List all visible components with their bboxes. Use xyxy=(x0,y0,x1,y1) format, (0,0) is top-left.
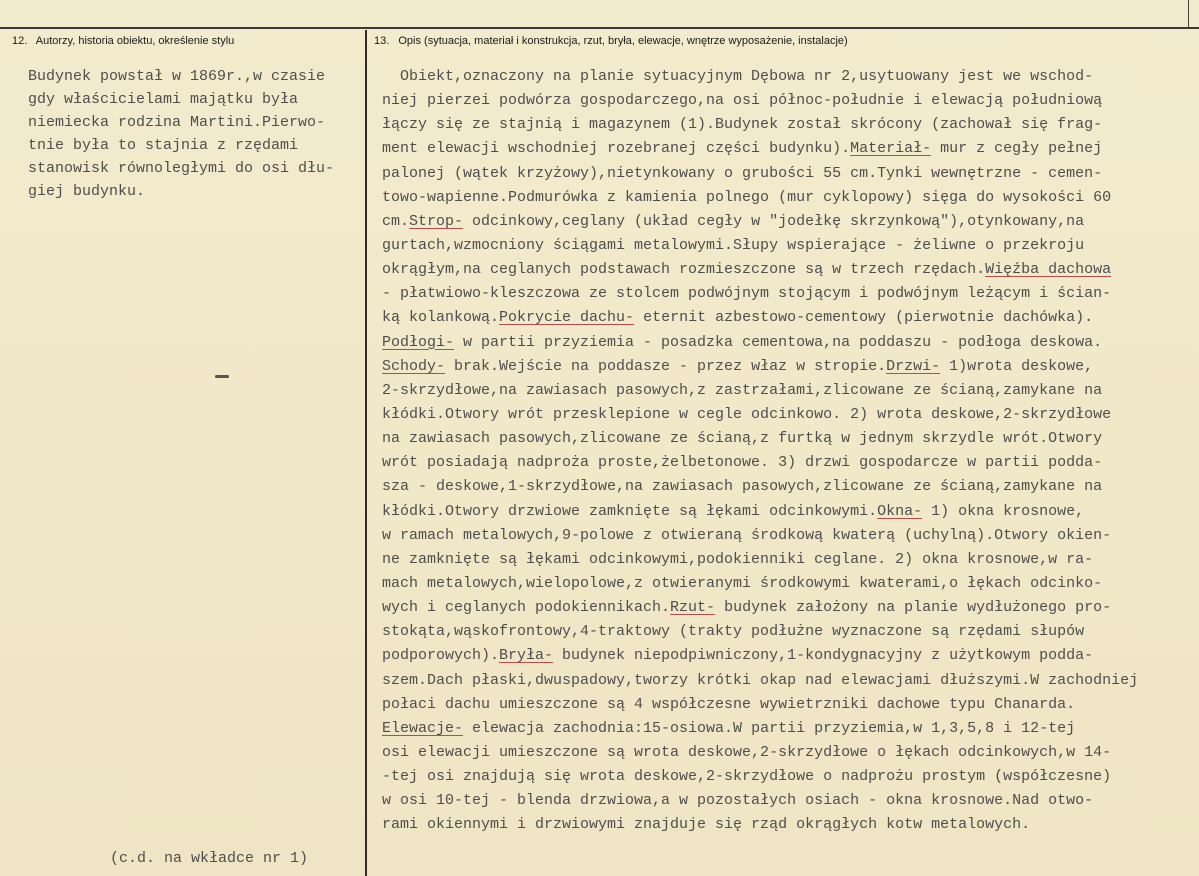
description-line xyxy=(382,669,1138,693)
description-line xyxy=(382,475,1138,499)
description-segment: -tej osi znajdują się wrota deskowe,2-skrzydłowe o nadprożu prostym (współczesne) xyxy=(382,768,1112,786)
description-segment: mur z cegły pełnej xyxy=(931,140,1103,158)
description-line xyxy=(382,572,1138,596)
description-segment: 2-skrzydłowe,na zawiasach pasowych,z zastrzałami,zlicowane ze ścianą,zamykane na xyxy=(382,381,1103,399)
description-line xyxy=(382,258,1138,282)
description-line xyxy=(382,500,1138,524)
description-line xyxy=(382,89,1138,113)
history-line: gdy właścicielami majątku była xyxy=(28,91,299,108)
description-line xyxy=(382,717,1138,741)
description-segment: wych i ceglanych podokiennikach. xyxy=(382,599,671,617)
description-segment: ment elewacji wschodniej rozebranej części budynku). xyxy=(382,140,851,158)
description-segment: osi elewacji umieszczone są wrota deskowe,2-skrzydłowe o łękach odcinkowych,w 14- xyxy=(382,743,1112,761)
section-heading: Schody- xyxy=(382,357,446,375)
continuation-note: (c.d. na wkładce nr 1) xyxy=(110,850,309,867)
description-line xyxy=(382,596,1138,620)
top-right-rule xyxy=(1188,0,1189,29)
description-line xyxy=(382,789,1138,813)
section-heading: Rzut- xyxy=(670,599,716,617)
description-segment: budynek założony na planie wydłużonego pro- xyxy=(715,599,1112,617)
history-line: niemiecka rodzina Martini.Pierwo- xyxy=(28,114,326,131)
section-heading: Podłogi- xyxy=(382,333,455,351)
description-segment: towo-wapienne.Podmurówka z kamienia polnego (mur cyklopowy) sięga do wysokości 60 xyxy=(382,188,1112,206)
description-segment: odcinkowy,ceglany (układ cegły w "jodełkę skrzynkową"),otynkowany,na xyxy=(463,212,1085,230)
description-segment: okrągłym,na ceglanych podstawach rozmieszczone są w trzech rzędach. xyxy=(382,261,986,279)
description-segment: palonej (wątek krzyżowy),nietynkowany o grubości 55 cm.Tynki wewnętrzne - cemen- xyxy=(382,164,1103,182)
section-13-title: Opis (sytuacja, materiał i konstrukcja, rzut, bryła, elewacje, wnętrze wyposażenie, instalacje) xyxy=(398,35,848,47)
description-segment: w osi 10-tej - blenda drzwiowa,a w pozostałych osiach - okna krosnowe.Nad otwo- xyxy=(382,792,1094,810)
description-line xyxy=(382,210,1138,234)
description-line xyxy=(382,524,1138,548)
section-heading: Bryła- xyxy=(499,647,554,665)
description-line xyxy=(382,113,1138,137)
description-segment: 1) okna krosnowe, xyxy=(922,502,1085,520)
description-line xyxy=(382,379,1138,403)
section-heading: Okna- xyxy=(877,502,923,520)
description-line xyxy=(382,355,1138,379)
description-segment: na zawiasach pasowych,zlicowane ze ścianą,z furtką w jednym skrzydle wrót.Otwory xyxy=(382,430,1103,448)
description-line xyxy=(382,644,1138,668)
description-line xyxy=(382,427,1138,451)
description-segment: kłódki.Otwory wrót przesklepione w cegle odcinkowo. 2) wrota deskowe,2-skrzydłowe xyxy=(382,405,1112,423)
description-line xyxy=(382,620,1138,644)
history-line: tnie była to stajnia z rzędami xyxy=(28,137,299,154)
section-12-number: 12. xyxy=(12,35,28,47)
description-segment: gurtach,wzmocniony ściągami metalowymi.Słupy wspierające - żeliwne o przekroju xyxy=(382,236,1085,254)
section-13-header xyxy=(374,35,848,47)
history-text xyxy=(28,65,334,203)
description-line xyxy=(382,451,1138,475)
description-segment: 1)wrota deskowe, xyxy=(940,357,1094,375)
description-segment: ką kolankową. xyxy=(382,309,500,327)
description-segment: eternit azbestowo-cementowy (pierwotnie dachówka). xyxy=(634,309,1094,327)
description-segment: Obiekt,oznaczony na planie sytuacyjnym Dębowa nr 2,usytuowany jest we wschod- xyxy=(382,68,1094,85)
description-segment: kłódki.Otwory drzwiowe zamknięte są łękami odcinkowymi. xyxy=(382,502,878,520)
description-segment: cm. xyxy=(382,212,410,230)
description-segment: ne zamknięte są łękami odcinkowymi,podokienniki ceglane. 2) okna krosnowe,w ra- xyxy=(382,550,1094,568)
column-divider xyxy=(365,30,367,876)
section-heading: Pokrycie dachu- xyxy=(499,309,635,327)
description-line xyxy=(382,765,1138,789)
section-heading: Więźba dachowa xyxy=(985,261,1112,279)
section-12-header xyxy=(12,35,234,47)
section-heading: Strop- xyxy=(409,212,464,230)
section-12-title: Autorzy, historia obiektu, określenie stylu xyxy=(35,35,235,47)
description-line xyxy=(382,548,1138,572)
section-13-number: 13. xyxy=(374,35,390,47)
description-segment: elewacja zachodnia:15-osiowa.W partii przyziemia,w 1,3,5,8 i 12-tej xyxy=(463,719,1076,737)
section-heading: Drzwi- xyxy=(886,357,941,375)
description-segment: łączy się ze stajnią i magazynem (1).Budynek został skrócony (zachował się frag- xyxy=(382,116,1103,134)
description-line xyxy=(382,693,1138,717)
description-line xyxy=(382,162,1138,186)
description-segment: - płatwiowo-kleszczowa ze stolcem podwójnym stojącym i podwójnym leżącym i ścian- xyxy=(382,285,1112,303)
description-text xyxy=(382,65,1138,838)
description-segment: stokąta,wąskofrontowy,4-traktowy (trakty podłużne wyznaczone są rzędami słupów xyxy=(382,623,1085,641)
description-segment: sza - deskowe,1-skrzydłowe,na zawiasach pasowych,zlicowane ze ścianą,zamykane na xyxy=(382,478,1103,496)
description-segment: w partii przyziemia - posadzka cementowa,na poddaszu - podłoga deskowa. xyxy=(454,333,1103,351)
description-segment: połaci dachu umieszczone są 4 współczesne wywietrzniki dachowe typu Chanarda. xyxy=(382,695,1076,713)
description-segment: niej pierzei podwórza gospodarczego,na osi północ-południe i elewacją południową xyxy=(382,92,1103,110)
description-line xyxy=(382,306,1138,330)
top-rule xyxy=(0,27,1199,29)
description-segment: podporowych). xyxy=(382,647,500,665)
section-heading: Materiał- xyxy=(850,140,932,158)
description-line xyxy=(382,403,1138,427)
description-line xyxy=(382,331,1138,355)
description-segment: wrót posiadają nadproża proste,żelbetonowe. 3) drzwi gospodarcze w partii podda- xyxy=(382,454,1103,472)
description-line xyxy=(382,234,1138,258)
description-line xyxy=(382,813,1138,837)
description-segment: budynek niepodpiwniczony,1-kondygnacyjny z użytkowym podda- xyxy=(553,647,1094,665)
description-segment: w ramach metalowych,9-polowe z otwieraną środkową kwaterą (uchylną).Otwory okien- xyxy=(382,526,1112,544)
description-line xyxy=(382,282,1138,306)
description-segment: mach metalowych,wielopolowe,z otwieranymi środkowymi kwaterami,o łękach odcinko- xyxy=(382,574,1103,592)
section-heading: Elewacje- xyxy=(382,719,464,737)
description-line xyxy=(382,741,1138,765)
description-line xyxy=(382,186,1138,210)
description-segment: szem.Dach płaski,dwuspadowy,tworzy krótki okap nad elewacjami dłuższymi.W zachodniej xyxy=(382,671,1139,689)
history-line: stanowisk równoległymi do osi dłu- xyxy=(28,160,335,177)
history-line: giej budynku. xyxy=(28,183,146,200)
description-line xyxy=(382,65,1138,89)
description-line xyxy=(382,137,1138,161)
history-line: Budynek powstał w 1869r.,w czasie xyxy=(28,68,326,85)
description-segment: rami okiennymi i drzwiowymi znajduje się rząd okrągłych kotw metalowych. xyxy=(382,816,1031,834)
ink-mark xyxy=(215,375,229,378)
description-segment: brak.Wejście na poddasze - przez właz w stropie. xyxy=(445,357,887,375)
